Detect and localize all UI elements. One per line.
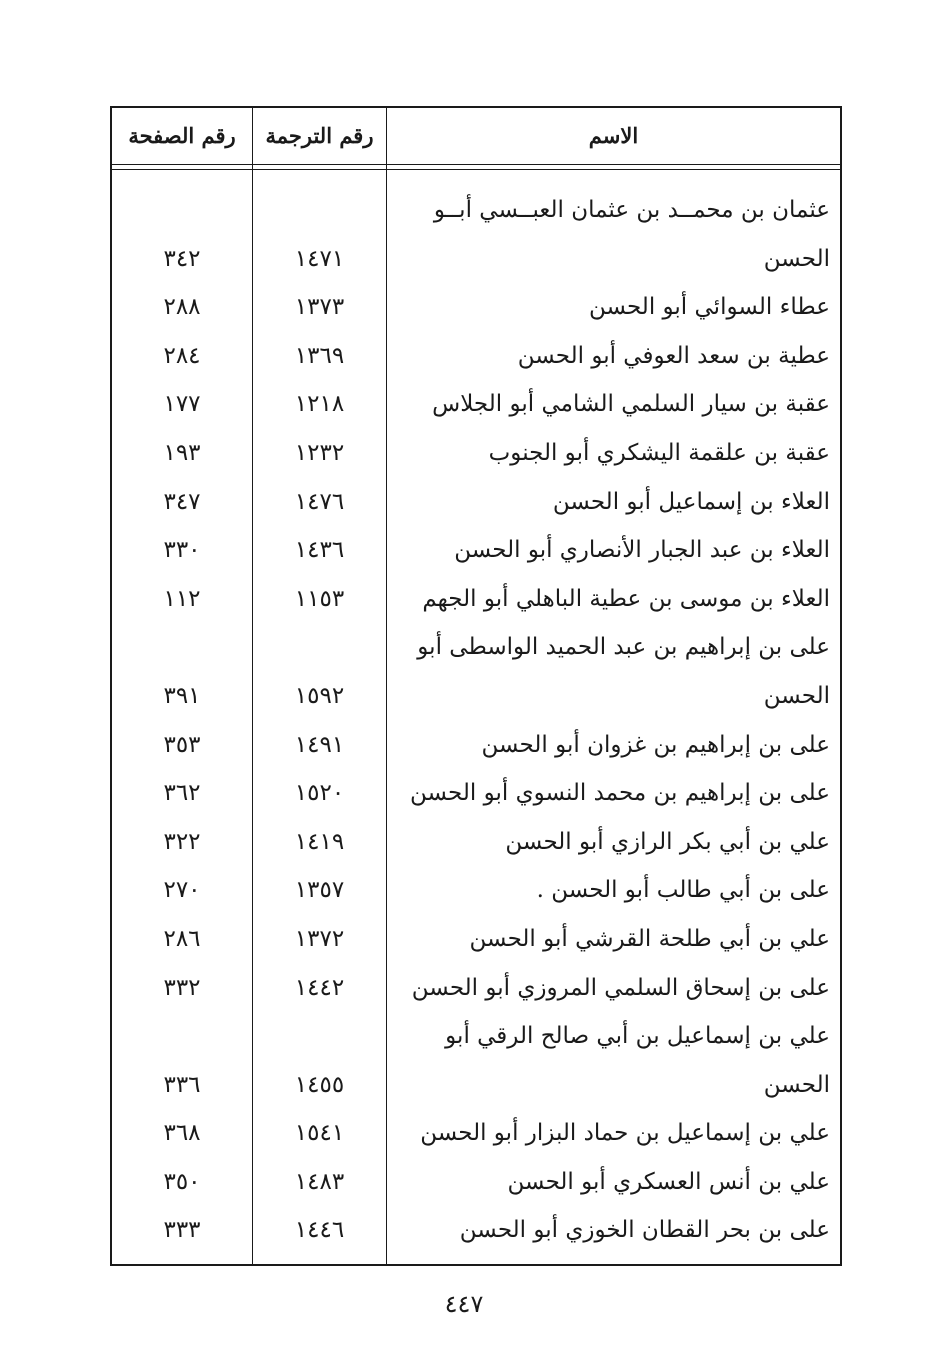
table-row — [112, 769, 840, 818]
entry-page-number: ١٩٣ — [163, 439, 201, 466]
entry-name: علي بن أبي بكر الرازي أبو الحسن — [505, 828, 830, 855]
entry-name — [380, 1012, 830, 1109]
entry-page-number: ٣٣٠ — [163, 537, 201, 564]
entry-tarjama-number: ١٤٣٦ — [294, 537, 345, 564]
table-row — [112, 866, 840, 915]
entry-page-number: ١١٢ — [163, 585, 201, 612]
table-row — [112, 623, 840, 720]
table-body — [112, 186, 840, 1255]
entry-name: على بن بحر القطان الخوزي أبو الحسن — [459, 1217, 830, 1244]
table-row — [112, 332, 840, 381]
table-row — [112, 429, 840, 478]
table-row — [112, 818, 840, 867]
entry-tarjama-number: ١٥٩٢ — [294, 682, 345, 709]
entry-tarjama-number: ١٤٤٢ — [294, 974, 345, 1001]
table-row — [112, 575, 840, 624]
entry-tarjama-number: ١٤٩١ — [294, 731, 345, 758]
table-row — [112, 1109, 840, 1158]
table-row — [112, 1158, 840, 1207]
entry-page-number: ٣٦٨ — [163, 1120, 201, 1147]
entry-page-number: ٣٥٣ — [163, 731, 201, 758]
header-rule — [112, 164, 840, 170]
table-row — [112, 721, 840, 770]
entry-tarjama-number: ١٤٨٣ — [294, 1168, 345, 1195]
entry-name-line-2: الحسن — [763, 245, 830, 272]
entry-tarjama-number: ١٣٧٣ — [294, 294, 345, 321]
entry-tarjama-number: ١٤٧١ — [294, 245, 345, 272]
entry-tarjama-number: ١١٥٣ — [294, 585, 345, 612]
entry-tarjama-number: ١٢١٨ — [294, 391, 345, 418]
entry-name: على بن إبراهيم بن محمد النسوي أبو الحسن — [410, 780, 830, 807]
table-row — [112, 1206, 840, 1255]
entry-name: عطاء السوائي أبو الحسن — [588, 294, 830, 321]
entry-tarjama-number: ١٤٥٥ — [294, 1071, 345, 1098]
entry-page-number: ٣٤٢ — [163, 245, 201, 272]
table-row — [112, 380, 840, 429]
entry-name: عطية بن سعد العوفي أبو الحسن — [517, 342, 830, 369]
header-name: الاسم — [588, 123, 639, 148]
entry-tarjama-number: ١٥٤١ — [294, 1120, 345, 1147]
table-row — [112, 1012, 840, 1109]
entry-name: العلاء بن موسى بن عطية الباهلي أبو الجهم — [422, 585, 830, 612]
table-row — [112, 283, 840, 332]
entry-name: علي بن أنس العسكري أبو الحسن — [507, 1168, 830, 1195]
table-row — [112, 964, 840, 1013]
entry-name — [380, 623, 830, 720]
entry-tarjama-number: ١٥٢٠ — [294, 780, 345, 807]
table-row — [112, 186, 840, 283]
header-page-number: رقم الصفحة — [128, 123, 236, 148]
entry-page-number: ٢٨٤ — [163, 342, 201, 369]
index-table — [110, 106, 842, 1266]
entry-name-line-1: علي بن إسماعيل بن أبي صالح الرقي أبو — [445, 1023, 830, 1050]
entry-tarjama-number: ١٣٥٧ — [294, 877, 345, 904]
entry-tarjama-number: ١٤١٩ — [294, 828, 345, 855]
entry-page-number: ٣٢٢ — [163, 828, 201, 855]
entry-page-number: ٣٤٧ — [163, 488, 201, 515]
entry-tarjama-number: ١٢٣٢ — [294, 439, 345, 466]
entry-page-number: ٣٣٦ — [163, 1071, 201, 1098]
entry-page-number: ٢٨٨ — [163, 294, 201, 321]
entry-name-line-1: على بن إبراهيم بن عبد الحميد الواسطى أبو — [417, 634, 830, 661]
entry-page-number: ٣٥٠ — [163, 1168, 201, 1195]
entry-name: على بن إبراهيم بن غزوان أبو الحسن — [481, 731, 830, 758]
entry-name: العلاء بن إسماعيل أبو الحسن — [552, 488, 830, 515]
entry-name: علي بن إسماعيل بن حماد البزار أبو الحسن — [420, 1120, 830, 1147]
entry-page-number: ٣٦٢ — [163, 780, 201, 807]
entry-name-line-2: الحسن — [763, 1071, 830, 1098]
entry-page-number: ٢٧٠ — [163, 877, 201, 904]
entry-tarjama-number: ١٣٧٢ — [294, 925, 345, 952]
entry-name: عقبة بن علقمة اليشكري أبو الجنوب — [488, 439, 830, 466]
entry-name-line-1: عثمان بن محمــد بن عثمان العبــسي أبــو — [433, 197, 830, 223]
page-number: ٤٤٧ — [444, 1290, 484, 1318]
entry-page-number: ٣٣٢ — [163, 974, 201, 1001]
entry-name — [380, 186, 830, 283]
entry-name: علي بن أبي طلحة القرشي أبو الحسن — [469, 925, 830, 952]
entry-page-number: ٣٩١ — [163, 682, 201, 709]
header-tarjama-number: رقم الترجمة — [265, 123, 374, 148]
table-row — [112, 526, 840, 575]
entry-tarjama-number: ١٤٤٦ — [294, 1217, 345, 1244]
entry-name: العلاء بن عبد الجبار الأنصاري أبو الحسن — [454, 537, 830, 564]
entry-page-number: ٢٨٦ — [163, 925, 201, 952]
table-row — [112, 915, 840, 964]
entry-tarjama-number: ١٣٦٩ — [294, 342, 345, 369]
entry-page-number: ١٧٧ — [163, 391, 201, 418]
entry-tarjama-number: ١٤٧٦ — [294, 488, 345, 515]
entry-page-number: ٣٣٣ — [163, 1217, 201, 1244]
entry-name: على بن إسحاق السلمي المروزي أبو الحسن — [411, 974, 830, 1001]
table-row — [112, 478, 840, 527]
entry-name: عقبة بن سيار السلمي الشامي أبو الجلاس — [432, 391, 830, 418]
entry-name-line-2: الحسن — [763, 682, 830, 709]
entry-name: على بن أبي طالب أبو الحسن . — [536, 877, 830, 904]
